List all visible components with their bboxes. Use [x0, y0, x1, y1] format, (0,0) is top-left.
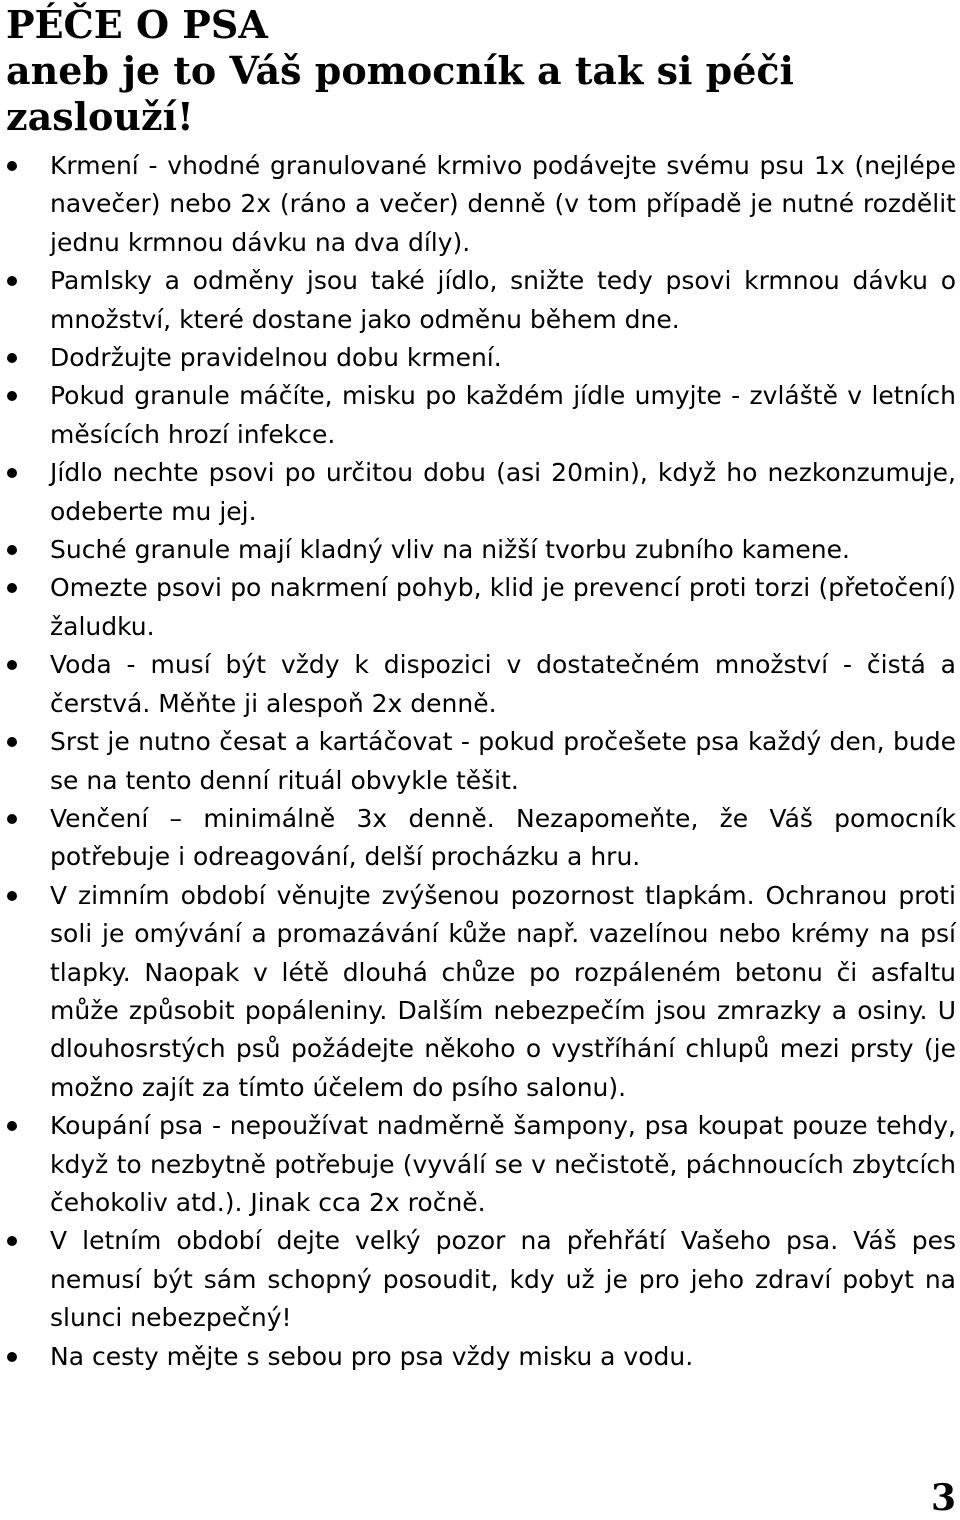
page-title: [6, 2, 946, 140]
list-item: [0, 1222, 960, 1337]
list-item-text: Jídlo nechte psovi po určitou dobu (asi 20min), když ho nezkonzumuje, odeberte mu jej.: [50, 458, 956, 526]
list-item-text: Voda - musí být vždy k dispozici v dostatečném množství - čistá a čerstvá. Měňte ji alespoň 2x denně.: [50, 650, 956, 718]
list-item-text: Srst je nutno česat a kartáčovat - pokud pročešete psa každý den, bude se na tento denní rituál obvykle těšit.: [50, 727, 956, 795]
page-number: 3: [930, 1477, 956, 1519]
title-line-2: aneb je to Váš pomocník a tak si péči zaslouží!: [6, 48, 794, 139]
bullet-icon: [7, 1121, 17, 1131]
list-item-text: Pokud granule máčíte, misku po každém jídle umyjte - zvláště v letních měsících hrozí infekce.: [50, 381, 956, 449]
list-item-text: Pamlsky a odměny jsou také jídlo, snižte tedy psovi krmnou dávku o množství, které dostane jako odměnu během dne.: [50, 266, 956, 334]
list-item-text: Koupání psa - nepoužívat nadměrně šampony, psa koupat pouze tehdy, když to nezbytně potřebuje (vyválí se v nečistotě, páchnoucích zbytcích čehokoliv atd.). Jinak cca 2x ročně.: [50, 1111, 956, 1217]
bullet-icon: [7, 1236, 17, 1246]
bullet-icon: [7, 583, 17, 593]
title-line-1: PÉČE O PSA: [6, 2, 268, 47]
list-item-text: Krmení - vhodné granulované krmivo podávejte svému psu 1x (nejlépe navečer) nebo 2x (ráno a večer) denně (v tom případě je nutné rozdělit jednu krmnou dávku na dva díly).: [50, 151, 956, 257]
list-item: [0, 723, 960, 800]
bullet-icon: [7, 891, 17, 901]
list-item: [0, 1338, 960, 1376]
list-item: [0, 454, 960, 531]
bullet-icon: [7, 1352, 17, 1362]
bullet-icon: [7, 814, 17, 824]
list-item: [0, 877, 960, 1107]
bullet-icon: [7, 161, 17, 171]
list-item-text: Suché granule mají kladný vliv na nižší tvorbu zubního kamene.: [50, 535, 850, 565]
care-tips-list: [0, 147, 960, 1376]
list-item-text: Dodržujte pravidelnou dobu krmení.: [50, 343, 502, 373]
list-item: [0, 800, 960, 877]
list-item: [0, 531, 960, 569]
list-item-text: Na cesty mějte s sebou pro psa vždy misku a vodu.: [50, 1341, 694, 1371]
list-item-text: Omezte psovi po nakrmení pohyb, klid je prevencí proti torzi (přetočení) žaludku.: [50, 573, 956, 641]
list-item: [0, 262, 960, 339]
list-item: [0, 339, 960, 377]
bullet-icon: [7, 660, 17, 670]
list-item-text: V zimním období věnujte zvýšenou pozornost tlapkám. Ochranou proti soli je omývání a promazávání kůže např. vazelínou nebo krémy na psí tlapky. Naopak v létě dlouhá chůze po rozpáleném betonu či asfaltu může způsobit popáleniny. Dalším nebezpečím jsou zmrazky a osiny. U dlouhosrstých psů požádejte někoho o vystříhání chlupů mezi prsty (je možno zajít za tímto účelem do psího salonu).: [50, 880, 956, 1102]
bullet-icon: [7, 391, 17, 401]
list-item: [0, 569, 960, 646]
bullet-icon: [7, 737, 17, 747]
list-item: [0, 646, 960, 723]
list-item: [0, 1107, 960, 1222]
list-item-text: V letním období dejte velký pozor na přehřátí Vašeho psa. Váš pes nemusí být sám schopný posoudit, kdy už je pro jeho zdraví pobyt na slunci nebezpečný!: [50, 1226, 956, 1333]
bullet-icon: [7, 468, 17, 478]
list-item: [0, 147, 960, 262]
list-item-text: Venčení – minimálně 3x denně. Nezapomeňte, že Váš pomocník potřebuje i odreagování, delší procházku a hru.: [50, 803, 956, 872]
bullet-icon: [7, 276, 17, 286]
bullet-icon: [7, 353, 17, 363]
bullet-icon: [7, 545, 17, 555]
list-item: [0, 377, 960, 454]
